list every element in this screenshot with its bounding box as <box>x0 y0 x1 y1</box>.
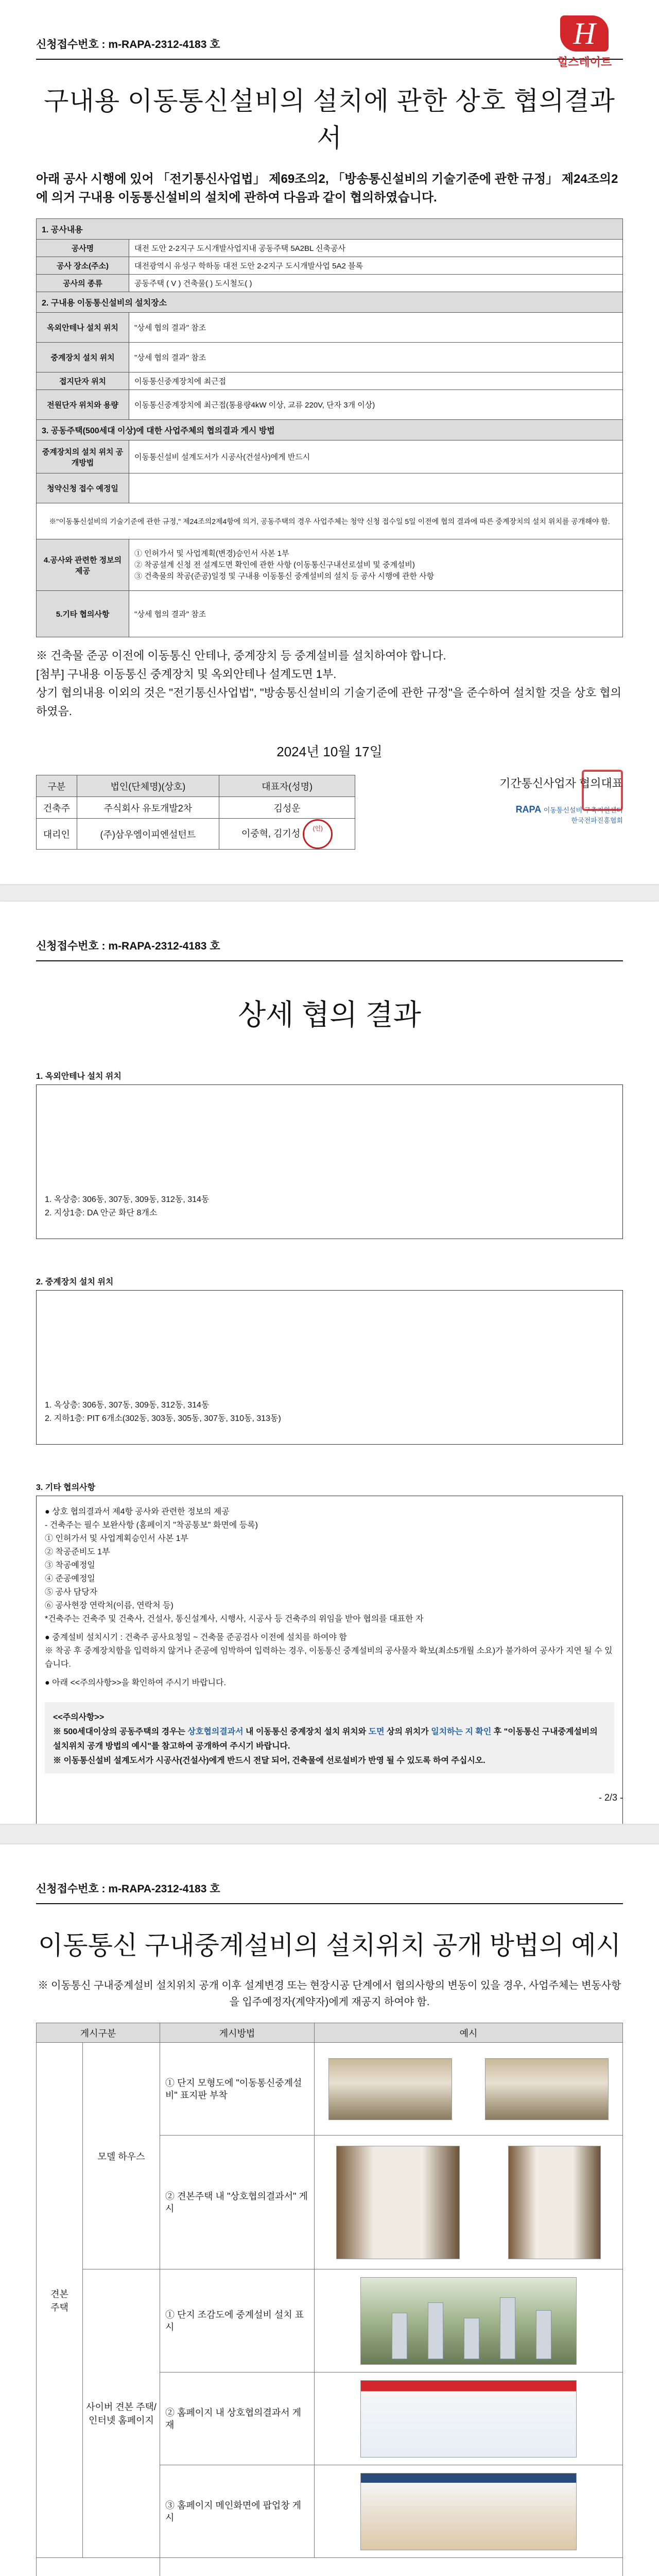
logo-mark: H <box>560 15 609 52</box>
caution-highlight: 상호협의결과서 <box>187 1727 244 1736</box>
posted-agreement-photo <box>336 2146 460 2259</box>
agency-seal-icon <box>582 770 623 811</box>
location-line: 2. 지상1층: DA 안군 화단 8개소 <box>45 1209 158 1217</box>
repeater-location-box <box>36 1290 623 1445</box>
sign-rep: 이중혁, 김기성 <box>241 828 301 839</box>
matter-line: ● 아래 <<주의사항>>을 확인하여 주시기 바랍니다. <box>45 1679 226 1687</box>
building-icon <box>428 2302 443 2359</box>
caution-text: ※ 500세대이상의 공동주택의 경우는 <box>53 1727 188 1736</box>
row-label: 중계장치 설치 위치 <box>37 343 129 372</box>
caution-line-1 <box>53 1725 606 1754</box>
page-title: 구내용 이동통신설비의 설치에 관한 상호 협의결과서 <box>44 87 615 152</box>
method-step: ① 단지 조감도에 중계설비 설치 표시 <box>160 2269 315 2372</box>
row-value: 대전광역시 유성구 학하동 대전 도안 2-2지구 도시개발사업 5A2 블록 <box>129 257 623 275</box>
caution-title: <<주의사항>> <box>53 1713 105 1722</box>
signature-area <box>36 775 623 852</box>
registration-number: 신청접수번호 : m-RAPA-2312-4183 호 <box>36 1883 220 1895</box>
section-heading: 3. 기타 협의사항 <box>36 1483 95 1492</box>
caution-line-2: ※ 이동통신설비 설계도서가 시공사(건설사)에게 반드시 전달 되어, 건축물에 선로설비가 반영 될 수 있도록 하여 주십시오. <box>53 1756 485 1765</box>
document-page-1 <box>0 0 659 884</box>
body-line: ※ 건축물 준공 이전에 이동통신 안테나, 중계장치 등 중계설비를 설치하여야 합니다. <box>36 649 446 662</box>
agency-subtitle-2: 한국전파진흥협회 <box>571 817 623 824</box>
row-value <box>129 473 623 503</box>
row-label: 중계장치의 설치 위치 공개방법 <box>37 440 129 473</box>
body-line: [첨부] 구내용 이동통신 중계장치 및 옥외안테나 설계도면 1부. <box>36 668 337 681</box>
matter-line: ● 상호 협의결과서 제4항 공사와 관련한 정보의 제공 <box>45 1507 230 1516</box>
row-label: 청약신청 접수 예정일 <box>37 473 129 503</box>
matter-line: ※ 착공 후 중계장치함을 입력하지 않거나 준공에 임박하여 입력하는 경우, 이동통신 중계설비의 공사물자 확보(최소5개월 소요)가 불가하여 공사가 지연 될 수 있습니다. <box>45 1647 613 1669</box>
agreement-table <box>36 218 623 637</box>
sign-role: 대리인 <box>37 819 77 850</box>
row-label: 공사 장소(주소) <box>37 257 129 275</box>
col-header: 예시 <box>315 2023 623 2043</box>
row-value: 이동통신중계장치에 최근접(통용량4kW 이상, 교류 220V, 단자 3개 이상) <box>129 390 623 420</box>
building-icon <box>392 2313 407 2359</box>
page-number: - 2/3 - <box>598 1792 623 1803</box>
section-heading: 2. 구내용 이동통신설비의 설치장소 <box>37 292 623 313</box>
method-step: ② 홈페이지 내 상호협의결과서 게재 <box>160 2372 315 2465</box>
sign-role: 건축주 <box>37 797 77 819</box>
method-step: ③ 홈페이지 메인화면에 팝업창 게시 <box>160 2465 315 2558</box>
antenna-location-box <box>36 1084 623 1239</box>
posting-note: ※"이동통신설비의 기술기준에 관한 규정," 제24조의2제4항에 의거, 공동주택의 경우 사업주체는 청약 신청 접수일 5일 이전에 협의 결과에 따른 중계장치의 설치 위치를 공개해야 함. <box>37 503 623 539</box>
example-cell <box>315 2043 623 2136</box>
header-rule <box>36 1903 623 1904</box>
caution-text: 내 이동통신 중계장치 설치 위치와 <box>243 1727 369 1736</box>
disclosure-examples-table <box>36 2023 623 2576</box>
row-value: 이동통신설비 설계도서가 시공사(건설사)에게 반드시 <box>129 440 623 473</box>
row-value: "상세 협의 결과" 참조 <box>129 343 623 372</box>
sign-org: (주)삼우엠이피엔설턴트 <box>77 819 219 850</box>
agreement-date: 2024년 10월 17일 <box>276 744 383 759</box>
row-value: 공동주택 ( V ) 건축물( ) 도시철도( ) <box>129 275 623 292</box>
row-value: "상세 협의 결과" 참조 <box>129 313 623 343</box>
building-icon <box>464 2318 479 2359</box>
notice-label <box>37 2558 160 2576</box>
logo-text: 힐스테이트 <box>557 56 612 69</box>
section-heading: 1. 옥외안테나 설치 위치 <box>36 1072 122 1081</box>
method-step: ② 견본주택 내 "상호협의결과서" 게시 <box>160 2136 315 2269</box>
row-label: 공사명 <box>37 240 129 257</box>
matter-line: ④ 준공예정일 <box>45 1574 95 1583</box>
caution-highlight: 도면 <box>368 1727 385 1736</box>
row-label: 전원단자 위치와 용량 <box>37 390 129 420</box>
row-value: "상세 협의 결과" 참조 <box>129 591 623 637</box>
disclosure-note: ※ 이동통신 구내중계설비 설치위치 공개 이후 설계변경 또는 현장시공 단계에서 협의사항의 변동이 있을 경우, 사업주체는 변동사항을 입주예정자(계약자)에게 재공지 하여야 함. <box>38 1980 621 2008</box>
method-step: ① 단지 모형도에 "이동통신중계설비" 표지판 부착 <box>160 2043 315 2136</box>
matter-line: ⑤ 공사 담당자 <box>45 1588 98 1597</box>
row-label: 공사의 종류 <box>37 275 129 292</box>
building-icon <box>500 2297 515 2359</box>
info-item: ② 착공설계 신청 전 설계도면 확인에 관한 사항 (이동통신구내선로설비 및 중계설비) <box>134 560 415 569</box>
signature-table <box>36 775 355 850</box>
location-line: 1. 옥상층: 306동, 307동, 309동, 312동, 314동 <box>45 1401 210 1410</box>
row-value: 대전 도안 2-2지구 도시개발사업지내 공동주택 5A2BL 신축공사 <box>129 240 623 257</box>
building-icon <box>536 2310 551 2359</box>
sign-header: 구분 <box>37 775 77 797</box>
info-item: ① 인허가서 및 사업계획(변경)승인서 사본 1부 <box>134 549 289 558</box>
posted-agreement-photo <box>508 2146 601 2259</box>
location-line: 1. 옥상층: 306동, 307동, 309동, 312동, 314동 <box>45 1195 210 1204</box>
section-heading: 2. 중계장치 설치 위치 <box>36 1278 114 1286</box>
section-heading: 1. 공사내용 <box>37 219 623 240</box>
sign-rep: 김성운 <box>219 797 355 819</box>
birdseye-view-image <box>360 2277 577 2365</box>
homepage-screenshot <box>360 2380 577 2458</box>
sign-org: 주식회사 유토개발2차 <box>77 797 219 819</box>
header-rule <box>36 960 623 961</box>
location-line: 2. 지하1층: PIT 6개소(302동, 303동, 305동, 307동, 310동, 313동) <box>45 1414 281 1423</box>
popup-screenshot <box>360 2473 577 2550</box>
example-cell <box>315 2136 623 2269</box>
intro-text: 아래 공사 시행에 있어 「전기통신사업법」 제69조의2, 「방송통신설비의 기술기준에 관한 규정」 제24조의2에 의거 구내용 이동통신설비의 설치에 관하여 다음과 같이 협의하였습니다. <box>36 172 618 205</box>
row-value: 이동통신중계장치에 최근접 <box>129 372 623 390</box>
example-cell <box>315 2372 623 2465</box>
agency-subtitle: 이동통신설비 구축지원센터 <box>543 806 623 814</box>
subgroup-label: 모델 하우스 <box>83 2043 160 2269</box>
model-sign-photo <box>485 2058 609 2120</box>
example-cell <box>315 2269 623 2372</box>
matter-line: - 건축주는 필수 보완사항 (홈페이지 "착공통보" 화면에 등록) <box>45 1521 258 1530</box>
header-rule <box>36 59 623 60</box>
matter-line: ③ 착공예정일 <box>45 1561 95 1570</box>
sign-header: 법인(단체명)(상호) <box>77 775 219 797</box>
company-logo <box>546 15 623 72</box>
seal-stamp-icon: (인) <box>303 819 333 849</box>
group-label: 견본주택 <box>37 2043 83 2558</box>
col-header: 게시방법 <box>160 2023 315 2043</box>
model-sign-photo <box>328 2058 452 2120</box>
matter-line: ● 중계설비 설치시기 : 건축주 공사요청일 ~ 건축물 준공검사 이전에 설치를 하여야 함 <box>45 1633 347 1642</box>
matter-line: *건축주는 건축주 및 건축사, 건설사, 통신설계사, 시행사, 시공사 등 건축주의 위임을 받아 협의를 대표한 자 <box>45 1615 424 1623</box>
body-text <box>36 647 623 721</box>
row-label: 접지단자 위치 <box>37 372 129 390</box>
registration-number: 신청접수번호 : m-RAPA-2312-4183 호 <box>36 39 220 50</box>
notice-content <box>160 2558 623 2576</box>
subgroup-label: 사이버 견본 주택/ 인터넷 홈페이지 <box>83 2269 160 2558</box>
page-title: 이동통신 구내중계설비의 설치위치 공개 방법의 예시 <box>38 1931 621 1960</box>
caution-text: 후 "이동통신 구내중계설비의 설치위치 공개 방법의 예시"를 참고하여 공개하여 주시기 바랍니다. <box>53 1727 598 1751</box>
row-label: 4.공사와 관련한 정보의 제공 <box>37 539 129 591</box>
agency-name: 기간통신사업자 협의대표 <box>499 777 623 790</box>
registration-number: 신청접수번호 : m-RAPA-2312-4183 호 <box>36 940 220 952</box>
caution-text: 상의 위치가 <box>384 1727 431 1736</box>
col-header: 게시구분 <box>37 2023 160 2043</box>
row-label: 옥외안테나 설치 위치 <box>37 313 129 343</box>
section-heading: 3. 공동주택(500세대 이상)에 대한 사업주체의 협의결과 게시 방법 <box>37 420 623 440</box>
sign-header: 대표자(성명) <box>219 775 355 797</box>
info-item: ③ 건축물의 착공(준공)일정 및 구내용 이동통신 중계설비의 설치 등 공사 시행에 관한 사항 <box>134 571 435 581</box>
document-page-2 <box>0 902 659 1824</box>
row-label: 5.기타 협의사항 <box>37 591 129 637</box>
document-page-3 <box>0 1844 659 2576</box>
matter-line: ⑥ 공사현장 연락처(이름, 연락처 등) <box>45 1601 174 1610</box>
caution-highlight: 일치하는 지 확인 <box>431 1727 492 1736</box>
rapa-logo: RAPA <box>515 804 542 815</box>
matter-line: ① 인허가서 및 사업계획승인서 사본 1부 <box>45 1534 188 1543</box>
caution-box <box>45 1702 614 1773</box>
example-cell <box>315 2465 623 2558</box>
agency-box <box>386 775 623 825</box>
body-line: 상기 협의내용 이외의 것은 "전기통신사업법", "방송통신설비의 기술기준에 관한 규정"을 준수하여 설치할 것을 상호 협의하였음. <box>36 686 621 718</box>
page-title: 상세 협의 결과 <box>238 998 421 1031</box>
other-matters-box <box>36 1496 623 1824</box>
matter-line: ② 착공준비도 1부 <box>45 1548 110 1556</box>
